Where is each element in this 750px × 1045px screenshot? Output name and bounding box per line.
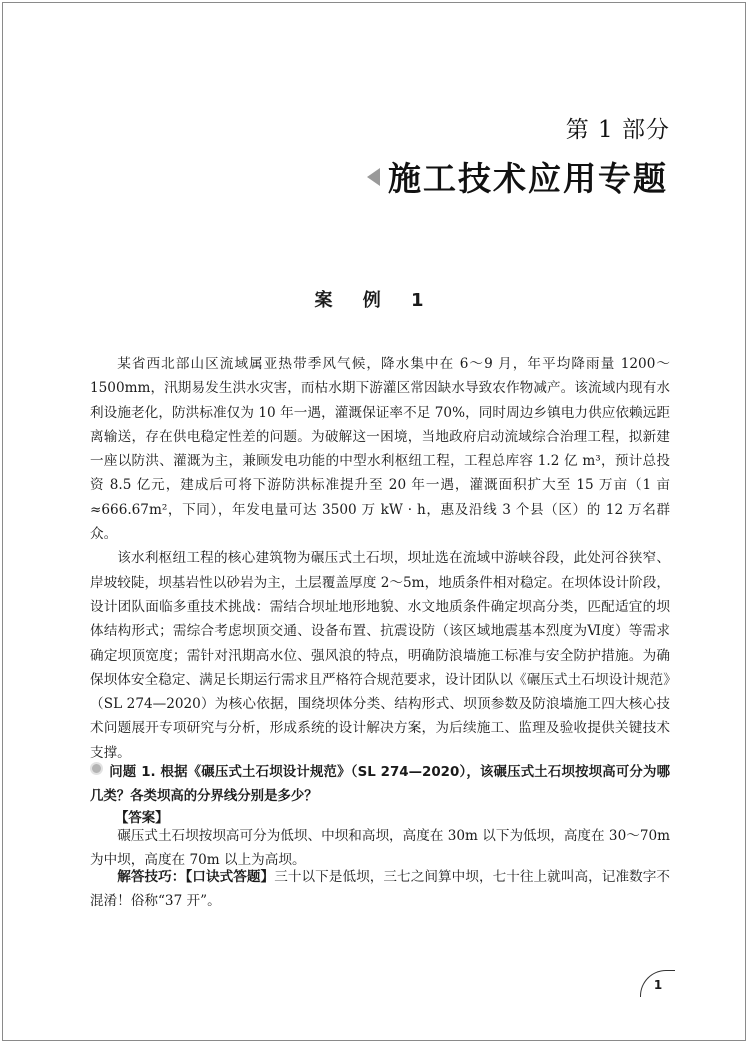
answer-text: 碾压式土石坝按坝高可分为低坝、中坝和高坝，高度在 30m 以下为低坝，高度在 30～70m 为中坝，高度在 70m 以上为高坝。 bbox=[90, 828, 671, 869]
part-label: 第 1 部分 bbox=[565, 117, 670, 143]
background-paragraph-1: 某省西北部山区流域属亚热带季风气候，降水集中在 6～9 月，年平均降雨量 1200～1500mm，汛期易发生洪水灾害，而枯水期下游灌区常因缺水导致农作物减产。该流域内现有水利设施老化，防洪标准仅为 10 年一遇，灌溉保证率不足 70%，同时周边乡镇电力供应依赖远距离输送，存在供电稳定性差的问题。为破解这一困境，当地政府启动流域综合治理工程，拟新建一座以防洪、灌溉为主，兼顾发电功能的中型水利枢纽工程，工程总库容 1.2 亿 m³，预计总投资 8.5 亿元，建成后可将下游防洪标准提升至 20 年一遇，灌溉面积扩大至 15 万亩（1 亩≈666.67m²，下同），年发电量可达 3500 万 kW · h，惠及沿线 3 个县（区）的 12 万名群众。 bbox=[90, 356, 670, 543]
question-1-text: 问题 1. 根据《碾压式土石坝设计规范》（SL 274—2020），该碾压式土石坝按坝高可分为哪几类？各类坝高的分界线分别是多少？ bbox=[90, 765, 670, 805]
question-1 bbox=[90, 761, 670, 810]
answer-tip bbox=[90, 865, 670, 914]
background-paragraph-2: 该水利枢纽工程的核心建筑物为碾压式土石坝，坝址选在流域中游峡谷段，此处河谷狭窄、岸坡较陡，坝基岩性以砂岩为主，土层覆盖厚度 2～5m，地质条件相对稳定。在坝体设计阶段，设计团队面临多重技术挑战：需结合坝址地形地貌、水文地质条件确定坝高分类，匹配适宜的坝体结构形式；需综合考虑坝顶交通、设备布置、抗震设防（该区域地震基本烈度为Ⅵ度）等需求确定坝顶宽度；需针对汛期高水位、强风浪的特点，明确防浪墙施工标准与安全防护措施。为确保坝体安全稳定、满足长期运行需求且严格符合规范要求，设计团队以《碾压式土石坝设计规范》（SL 274—2020）为核心依据，围绕坝体分类、结构形式、坝顶参数及防浪墙施工四大核心技术问题展开专项研究与分析，形成系统的设计解决方案，为后续施工、监理及验收提供关键技术支撑。 bbox=[90, 550, 670, 761]
part-title-text: 施工技术应用专题 bbox=[388, 159, 668, 198]
page-number: 1 bbox=[640, 970, 675, 997]
tip-text: 三十以下是低坝，三七之间算中坝，七十往上就叫高，记准数字不混淆！俗称“37 开”。 bbox=[90, 869, 671, 910]
tip-label: 解答技巧：【口诀式答题】 bbox=[117, 869, 275, 885]
part-title bbox=[367, 153, 668, 200]
triangle-marker-icon bbox=[367, 168, 380, 186]
answer-label: 【答案】 bbox=[115, 811, 169, 826]
bullet-icon bbox=[90, 762, 103, 775]
case-title: 案 例 1 bbox=[314, 290, 436, 311]
case-background bbox=[90, 352, 670, 765]
